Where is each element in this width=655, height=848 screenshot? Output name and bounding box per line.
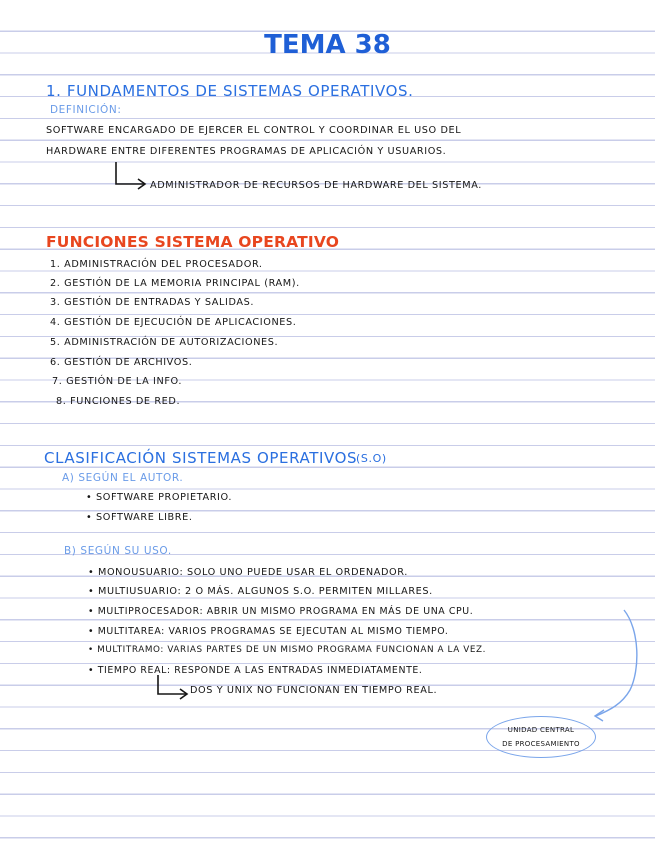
arrow-note-dos-unix: DOS Y UNIX NO FUNCIONAN EN TIEMPO REAL. bbox=[190, 685, 438, 696]
arrow-down-right-icon bbox=[112, 160, 148, 190]
page-title: TEMA 38 bbox=[264, 30, 391, 60]
list-item: • MULTIPROCESADOR: ABRIR UN MISMO PROGRAMA EN MÁS DE UNA CPU. bbox=[88, 606, 474, 617]
definition-line-2: HARDWARE ENTRE DIFERENTES PROGRAMAS DE APLICACIÓN Y USUARIOS. bbox=[46, 146, 447, 157]
subheading-segun-autor: A) SEGÚN EL AUTOR. bbox=[62, 472, 184, 484]
list-item: 8. FUNCIONES DE RED. bbox=[56, 396, 181, 407]
bubble-text-line-1: UNIDAD CENTRAL bbox=[507, 726, 575, 734]
list-item: • SOFTWARE LIBRE. bbox=[86, 512, 193, 523]
list-item: 1. ADMINISTRACIÓN DEL PROCESADOR. bbox=[50, 259, 263, 270]
definition-label: DEFINICIÓN: bbox=[50, 104, 122, 116]
list-item: • MULTITAREA: VARIOS PROGRAMAS SE EJECUTAN AL MISMO TIEMPO. bbox=[88, 626, 449, 637]
section-heading-fundamentos: 1. FUNDAMENTOS DE SISTEMAS OPERATIVOS. bbox=[46, 82, 414, 100]
subheading-segun-uso: B) SEGÚN SU USO. bbox=[64, 545, 172, 557]
list-item: • TIEMPO REAL: RESPONDE A LAS ENTRADAS INMEDIATAMENTE. bbox=[88, 665, 423, 676]
bubble-text-line-2: DE PROCESAMIENTO bbox=[502, 740, 580, 748]
cpu-annotation-bubble bbox=[486, 716, 596, 758]
section-heading-suffix: (S.O) bbox=[356, 452, 387, 465]
list-item: • SOFTWARE PROPIETARIO. bbox=[86, 492, 233, 503]
definition-line-1: SOFTWARE ENCARGADO DE EJERCER EL CONTROL Y COORDINAR EL USO DEL bbox=[46, 125, 462, 136]
list-item: 3. GESTIÓN DE ENTRADAS Y SALIDAS. bbox=[50, 297, 255, 308]
list-item: 7. GESTIÓN DE LA INFO. bbox=[52, 376, 182, 387]
section-heading-funciones: FUNCIONES SISTEMA OPERATIVO bbox=[46, 233, 340, 251]
connector-arrow-icon bbox=[540, 600, 640, 730]
list-item: 5. ADMINISTRACIÓN DE AUTORIZACIONES. bbox=[50, 337, 279, 348]
list-item: 4. GESTIÓN DE EJECUCIÓN DE APLICACIONES. bbox=[50, 317, 297, 328]
list-item: 6. GESTIÓN DE ARCHIVOS. bbox=[50, 357, 193, 368]
arrow-down-right-icon bbox=[154, 673, 190, 701]
arrow-note-administrador: ADMINISTRADOR DE RECURSOS DE HARDWARE DEL SISTEMA. bbox=[150, 180, 482, 191]
list-item: • MULTIUSUARIO: 2 O MÁS. ALGUNOS S.O. PERMITEN MILLARES. bbox=[88, 586, 433, 597]
section-heading-clasificacion: CLASIFICACIÓN SISTEMAS OPERATIVOS bbox=[44, 449, 358, 467]
list-item: • MONOUSUARIO: SOLO UNO PUEDE USAR EL ORDENADOR. bbox=[88, 567, 408, 578]
list-item: • MULTITRAMO: VARIAS PARTES DE UN MISMO PROGRAMA FUNCIONAN A LA VEZ. bbox=[88, 645, 487, 655]
list-item: 2. GESTIÓN DE LA MEMORIA PRINCIPAL (RAM). bbox=[50, 278, 300, 289]
